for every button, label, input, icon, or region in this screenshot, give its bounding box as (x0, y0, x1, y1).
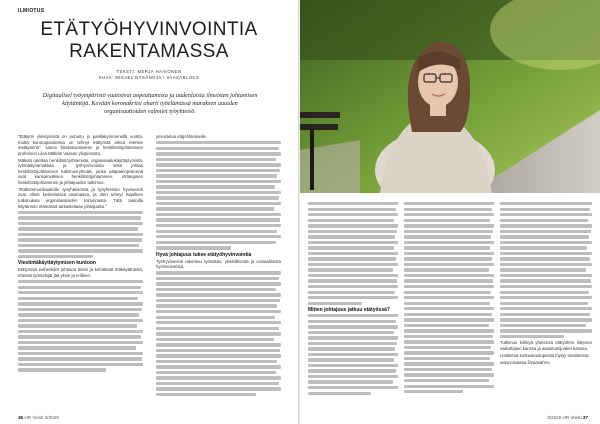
intro-paragraph: "Etätyön yleistymistä on puhuttu jo parillakymmenellä vuotta, mutta koronapandemia on tehnyt etätyöstä arkea etenkin teeläyönnä", sanoo liiketaloustieteen ja henkilöstöjohtamisen professori Liisa Mäkelä Vaasan yliopistosta. (18, 134, 143, 156)
article-title-line2: RAKENTAMASSA (69, 41, 229, 62)
body-text-lines (308, 314, 398, 395)
portrait-photo (300, 0, 600, 193)
article-title-line1: ETÄTYÖHYVINVOINTIA (40, 19, 258, 40)
page-number: 36 (18, 415, 24, 420)
left-footer (18, 415, 59, 420)
right-column-2 (404, 202, 494, 414)
subheading: Hyvä johtajuus tukee etätyöhyvinvointia (156, 251, 252, 258)
right-page (300, 0, 600, 424)
subheading: Mitten johtajuus jatkuu etätyössä? (308, 307, 390, 314)
right-column-1 (308, 202, 398, 414)
body-paragraph: "Etäkommunikaatiolle työyhteisössä ja työyhteisön hyvinvointi ovat olleet keskeisessä asemassa, ja olen tehnyt hajalleen tutkimuksia organisaatioiden toiminnasta. Tätä taidoilla käytännön elämässä tarkastellaan johtajuutta." (18, 186, 143, 209)
more-info-label: Lisätietoa korkeakoulupeista löytyy osoitteesta: (500, 352, 590, 358)
text-credit: TEKSTI: MERJA HAIKONEN (116, 69, 182, 74)
page-number: 37 (582, 415, 588, 420)
body-text-lines (156, 141, 281, 249)
body-text-lines (500, 202, 592, 338)
left-page (0, 0, 298, 424)
right-footer (547, 415, 588, 420)
magazine-issue: HR Viesti 3/2020 (24, 415, 59, 420)
body-paragraph: Työhyvinvointi rakentuu työssään, yksilöllisestä ja sosiaalisesta hyvinvoinnista. (156, 258, 281, 270)
portrait-illustration (300, 0, 600, 193)
right-column-3 (500, 202, 592, 414)
body-text-lines (308, 202, 398, 305)
body-text-lines (18, 211, 143, 259)
body-paragraph: Tutkimus kiihkyä yhteensä etätyöhön liittyvien vaikuttajien kanssa ja asiantuntijoiden kanssa. (500, 340, 592, 351)
body-paragraph: Mäkelä opettaa henkilöstöjohtamista, organisaatiokäyttäytymistä, ryhmädynamiikkaa ja työhyvinvointia sekä johtaa henkilöstöjohtamisen tutkimusryhmää, jonka pääpainopisteenä ovat kansainvälinen henkilöstöjohtaminen, strateginen henkilöstöjohtaminen ja johtajuuden tutkimus. (18, 157, 143, 185)
lead-paragraph: Digitaalisel työympäristö vaatisivat aopeuttamista ja uudenlaisia ilmeisten johtamisen käytäntöjä. Kevään koronakriisi oharti työelämässä muraksen uuaiden organisaatioiden valmiiet työyhteisö. (42, 92, 258, 115)
photo-credit: KUVA: MIKAEL NYSÄNOJA / VAASABLOKS (98, 75, 200, 80)
magazine-issue: 3/2020 HR Viesti (547, 415, 582, 420)
body-paragraph: perustelua etäjohtamiselle (156, 134, 206, 139)
more-info-url[interactable]: www.mivaasa.fi/vaasahrm (500, 359, 550, 365)
left-column-2 (156, 134, 281, 412)
body-text-lines (18, 280, 143, 372)
body-text-lines (404, 202, 494, 393)
section-tag: ILMIOTUS (18, 8, 45, 14)
body-text-lines (156, 271, 281, 396)
subheading: Viestintäkäyttäytymisen kuntoon (18, 260, 96, 267)
left-column-1 (18, 134, 143, 412)
body-paragraph: Etätyössä esihenkilöt johtavat tiimiä ja kehittävät etäkäytänteitä, etteivät työntekijät jää yksin ja erilleen. (18, 267, 143, 278)
